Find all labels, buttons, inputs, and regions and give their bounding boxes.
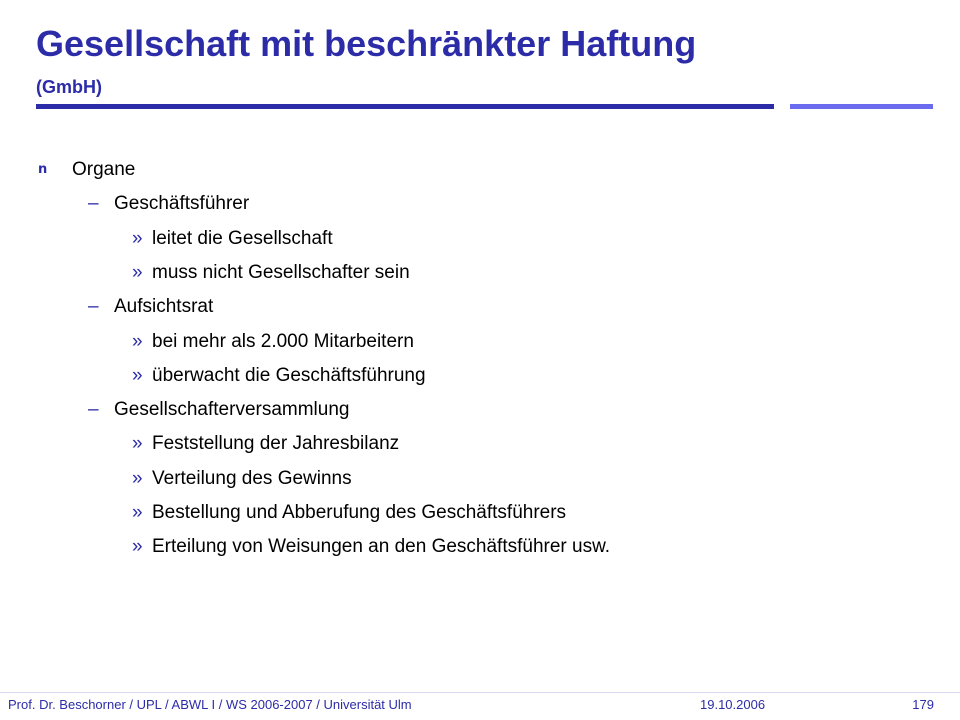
chevron-bullet-icon: » bbox=[132, 228, 143, 249]
bullet-item-level-2 bbox=[88, 190, 249, 218]
footer-divider bbox=[0, 692, 960, 693]
dash-bullet-icon: – bbox=[88, 399, 99, 420]
bullet-item-level-3 bbox=[132, 499, 566, 527]
bullet-text: überwacht die Geschäftsführung bbox=[152, 365, 426, 386]
bullet-text: Geschäftsführer bbox=[114, 193, 250, 214]
bullet-item-level-2 bbox=[88, 293, 213, 321]
bullet-text: bei mehr als 2.000 Mitarbeitern bbox=[152, 331, 414, 352]
square-bullet-icon: n bbox=[38, 162, 48, 177]
chevron-bullet-icon: » bbox=[132, 536, 143, 557]
bullet-text: Bestellung und Abberufung des Geschäftsführers bbox=[152, 502, 567, 523]
chevron-bullet-icon: » bbox=[132, 468, 143, 489]
footer-author: Prof. Dr. Beschorner / UPL / ABWL I / WS 2006-2007 / Universität Ulm bbox=[8, 697, 412, 712]
bullet-item-level-3 bbox=[132, 465, 352, 493]
dash-bullet-icon: – bbox=[88, 193, 99, 214]
chevron-bullet-icon: » bbox=[132, 331, 143, 352]
bullet-item-level-3 bbox=[132, 225, 333, 253]
bullet-text: Gesellschafterversammlung bbox=[114, 399, 350, 420]
title-divider-accent bbox=[790, 104, 933, 109]
chevron-bullet-icon: » bbox=[132, 433, 143, 454]
chevron-bullet-icon: » bbox=[132, 365, 143, 386]
bullet-text: Feststellung der Jahresbilanz bbox=[152, 433, 400, 454]
bullet-text: muss nicht Gesellschafter sein bbox=[152, 262, 410, 283]
bullet-item-level-2 bbox=[88, 396, 349, 424]
chevron-bullet-icon: » bbox=[132, 502, 143, 523]
bullet-text: Organe bbox=[72, 159, 136, 180]
dash-bullet-icon: – bbox=[88, 296, 99, 317]
bullet-text: Erteilung von Weisungen an den Geschäftsführer usw. bbox=[152, 536, 611, 557]
bullet-item-level-1 bbox=[38, 156, 135, 184]
bullet-item-level-3 bbox=[132, 259, 410, 287]
chevron-bullet-icon: » bbox=[132, 262, 143, 283]
page-number: 179 bbox=[912, 697, 934, 712]
slide-title: Gesellschaft mit beschränkter Haftung bbox=[36, 23, 697, 64]
slide-subtitle: (GmbH) bbox=[36, 77, 102, 97]
bullet-item-level-3 bbox=[132, 362, 426, 390]
title-divider bbox=[36, 104, 774, 109]
bullet-text: Verteilung des Gewinns bbox=[152, 468, 352, 489]
footer-date: 19.10.2006 bbox=[700, 697, 766, 712]
bullet-item-level-3 bbox=[132, 430, 399, 458]
bullet-item-level-3 bbox=[132, 533, 610, 561]
bullet-item-level-3 bbox=[132, 328, 414, 356]
bullet-text: Aufsichtsrat bbox=[114, 296, 214, 317]
bullet-text: leitet die Gesellschaft bbox=[152, 228, 333, 249]
